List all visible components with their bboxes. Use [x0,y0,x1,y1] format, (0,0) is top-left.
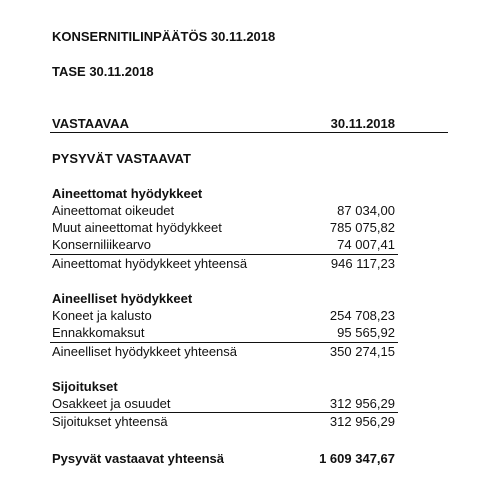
group-heading: Aineettomat hyödykkeet [52,186,203,201]
row-value: 74 007,41 [337,237,395,252]
row-label: Ennakkomaksut [52,325,145,340]
subtotal-label: Aineettomat hyödykkeet yhteensä [52,256,248,271]
subtotal-label: Aineelliset hyödykkeet yhteensä [52,344,238,359]
header-divider [50,132,448,133]
column-header-label: VASTAAVAA [52,116,130,131]
document-title: KONSERNITILINPÄÄTÖS 30.11.2018 [52,29,276,44]
row-label: Muut aineettomat hyödykkeet [52,220,222,235]
grand-total-label: Pysyvät vastaavat yhteensä [52,451,225,466]
column-header-date: 30.11.2018 [330,116,395,131]
row-value: 254 708,23 [329,308,395,323]
subtotal-value: 946 117,23 [330,256,395,271]
row-label: Osakkeet ja osuudet [52,396,171,411]
row-label: Koneet ja kalusto [52,308,152,323]
group-heading: Sijoitukset [52,379,118,394]
subtotal-divider [50,342,398,343]
subtotal-label: Sijoitukset yhteensä [52,414,168,429]
row-value: 312 956,29 [329,396,395,411]
row-label: Aineettomat oikeudet [52,203,175,218]
row-value: 87 034,00 [337,203,395,218]
row-value: 785 075,82 [329,220,395,235]
subtotal-divider [50,412,398,413]
row-label: Konserniliikearvo [52,237,151,252]
subtotal-value: 350 274,15 [329,344,395,359]
row-value: 95 565,92 [337,325,395,340]
grand-total-value: 1 609 347,67 [319,451,395,466]
document-subtitle: TASE 30.11.2018 [52,64,154,79]
group-heading: Aineelliset hyödykkeet [52,291,193,306]
subtotal-divider [50,254,398,255]
subtotal-value: 312 956,29 [329,414,395,429]
section-title: PYSYVÄT VASTAAVAT [52,151,191,166]
